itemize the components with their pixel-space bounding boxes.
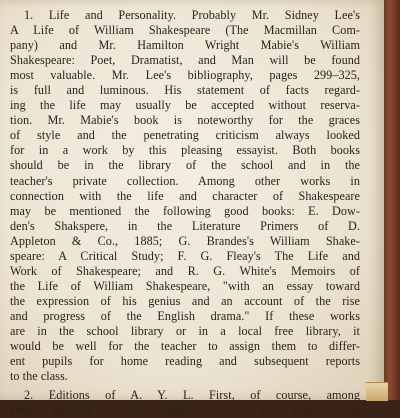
text-line: the expression of his genius and an account of the rise	[10, 293, 360, 308]
text-line: Work of Shakespeare; and R. G. White's Memoirs of	[10, 263, 360, 278]
page-edge	[366, 382, 388, 401]
text-line: should be in the library of the school and in the	[10, 158, 360, 173]
text-line: are in the school library or in a local free library, it	[10, 323, 360, 338]
text-line: 1. Life and Personality. Probably Mr. Sidney Lee's	[24, 8, 360, 22]
text-line: of style and the penetrating criticism always looked	[10, 128, 360, 143]
book-spine	[384, 0, 400, 400]
text-line: A Life of William Shakespeare (The Macmillan Com-	[10, 23, 360, 38]
text-line: ing the life may usually be accepted without reserva-	[10, 98, 360, 113]
text-line: may be mentioned the following good books: E. Dow-	[10, 203, 360, 218]
paragraph-life-and-personality	[10, 8, 360, 384]
text-line: to the class.	[10, 369, 68, 384]
text-line: pany) and Mr. Hamilton Wright Mabie's William	[10, 38, 360, 53]
text-line: most valuable. Mr. Lee's bibliography, pages 299–325,	[10, 68, 360, 83]
text-line: Shakespeare: Poet, Dramatist, and Man will be found	[10, 53, 360, 68]
text-line: Appleton & Co., 1885; G. Brandes's William Shake-	[10, 233, 360, 248]
text-line: ent pupils for home reading and subsequent reports	[10, 354, 360, 369]
text-line: would be well for the teacher to assign them to differ-	[10, 339, 360, 354]
text-line: the Life of William Shakespeare, "with an essay toward	[10, 278, 360, 293]
text-line: single editions is the volume of As You Like It in	[10, 403, 360, 418]
page-text	[10, 8, 360, 418]
text-line: tion. Mr. Mabie's book is noteworthy for the graces	[10, 113, 360, 128]
text-line: and progress of the English drama." If these works	[10, 308, 360, 323]
paragraph-editions	[10, 388, 360, 418]
text-line: for in a work by this pleasing essayist. Both books	[10, 143, 360, 158]
text-line: 2. Editions of A. Y. L. First, of course, among	[24, 388, 360, 403]
text-line: teacher's private collection. Among other works in	[10, 173, 360, 188]
text-line: speare: A Critical Study; F. G. Fleay's The Life and	[10, 248, 360, 263]
text-line: is full and luminous. His statement of facts regard-	[10, 83, 360, 98]
text-line: den's Shakspere, in the Literature Primers of D.	[10, 218, 360, 233]
text-line: connection with the life and character of Shakespeare	[10, 188, 360, 203]
